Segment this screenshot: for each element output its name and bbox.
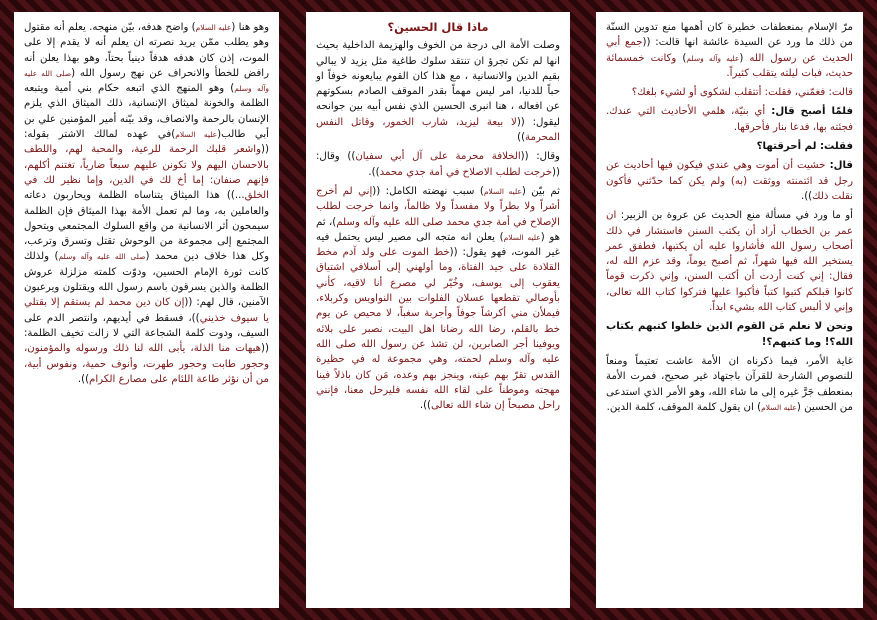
section-title: ماذا قال الحسين؟ <box>387 20 489 34</box>
paragraph-question-2: فقلت: لم أحرقتها؟ <box>756 141 853 153</box>
paragraph-aisha: مرّ الإسلام بمنعطفات خطيرة كان أهمها منع تدوين السنّة من ذلك ما ورد عن السيدة عائشة انها قالت: ((جمع أبي الحديث عن رسول الله (عليه وآله وسلم) وكانت خمسمائة حديث، فبات ليلته يتقلب كثيراً. <box>606 22 853 79</box>
paragraph-fear: وصلت الأمة الى درجة من الخوف والهزيمة الداخلية بحيث انها لم تكن تجرؤ ان تنتقد سلوك طاغية مثل يزيد لا يبالي بقيم الدين والانسانية ، مع هذا كان القوم يبايعونه خوفاً او حباً للدنيا، امر ليس مهماً بقدر الموقف الصادم بسكوتهم عن افعاله ، هنا انبرى الحسين الذي نفس أبيه بين جوانحه ليقول: ((لا بيعة ليزيد، شارب الخمور، وقاتل النفس المحرمة)) <box>316 40 560 144</box>
paragraph-urwa: أو ما ورد في مسألة منع الحديث عن عروة بن الزبير: ان عمر بن الخطاب أراد أن يكتب السنن فاستشار في ذلك أصحاب رسول الله فأشاروا عليه أن يكتبها، فطفق عمر يستخير الله فيها شهراً، ثم أصبح يوماً، وقد عزم الله له، فقال: إني كنت أردت أن أكتب السنن، وإني ذكرت قوماً كانوا قبلكم كتبوا كتباً فأكبوا عليها فتركوا كتاب الله تعالى، وإني لا ألبس كتاب الله بشيء ابداً. <box>606 210 853 314</box>
paragraph-caliphate: وقال: ((الخلافة محرمة على آل أبي سفيان)) وقال: ((خرجت لطلب الاصلاح في أمة جدي محمد)). <box>316 151 560 178</box>
paragraph-answer: قال: خشيت أن أموت وهي عندي فيكون فيها أحاديث عن رجل قد ائتمنته ووثقت (به) ولم يكن كما حدّثني فأكون نقلت ذلك)). <box>606 160 853 202</box>
paragraph-question-1: قالت: فغمّني، فقلت: أتتقلب لشكوى أو لشيء بلغك؟ <box>631 87 853 99</box>
paragraph-goal: وهو هنا (عليه السلام) واضح هدفه، بيّن منهجه. يعلم أنه مقتول وهو يطلب ممّن يريد نصرته ان يعلم أنه لا يقدم إلا على الموت، إذن كان هدفه هدفاً دينياً بحتاً، وهو بهذا يعلن أنه رافض للخطأ والانحراف عن نهج رسول الله (صلى الله عليه وآله وسلم) وهو المنهج الذي اتبعه حكام بني أمية ويتبعه الظلمة والخونة لميثاق الإنسانية، ذلك الميثاق الذي يلزم الإنسان بالرحمة والانصاف، وقد بيّنه أمير المؤمنين علي بن أبي طالب(عليه السلام)في عهده لمالك الاشتر بقوله: ((واشعر قلبك الرحمة للرعية، والمحبة لهم، واللطف بالاحسان اليهم ولا تكونن عليهم سبعاً ضارياً، تغتنم أكلهم، فإنهم صنفان: إما أخ لك في الدين، وإما نظير لك في الخلق...)) هذا الميثاق يتناساه الظلمة ويحاربون دعاته والعاملين به، وما لم تعمل الأمة بهذا الميثاق فإن الظلمة سيمحون أثر الانسانية من واقع السلوك المجتمعي ويتحول المجتمع إلى مجموعة من الوحوش تقتل وتسرق وترعب، وكل هذا خلاف دين محمد (صلى الله عليه وآله وسلم) ولذلك كانت ثورة الإمام الحسين، ودوّت كلمته مزلزلة عروش الظلمة والذين يسرقون باسم رسول الله ويقتلون ويرعبون الآمنين، قال لهم: ((إن كان دين محمد لم يستقم إلا بقتلي يا سيوف خذيني))، فسقط في أيديهم، وانتصر الدم على السيف، ودوت كلمة الشجاعة التي لا زالت تخيف الظلمة: ((هيهات منا الذلة، يأبى الله لنا ذلك ورسوله والمؤمنون، وحجور طابت وحجور طهرت، وأنوف حمية، ونفوس أبية، من أن نؤثر طاعة اللئام على مصارع الكرام)). <box>24 22 270 385</box>
paragraph-conclusion: غاية الأمر، فيما ذكرناه ان الأمة عاشت تعتيماً ومنعاً للنصوص الشارحة للقرآن باجتهاد غير صحيح، فمرت الأمة بمنعطف جَرَّ غيره إلى ما شاء الله، وهو الأمر الذي استدعى من الحسين (عليه السلام) ان يقول كلمة الموقف، كلمة الدين. <box>606 355 853 413</box>
text-column-middle <box>306 12 570 608</box>
text-column-right <box>596 12 863 608</box>
paragraph-uprising: ثم بيّن (عليه السلام) سبب نهضته الكامل: ((إني لم أخرج أشراً ولا بطراً ولا مفسداً ولا ظالماً، وانما خرجت لطلب الإصلاح في أمة جدي محمد صلى الله عليه وآله وسلم)، ثم هو (عليه السلام) يعلن انه متجه الى مصير ليس يحتمل فيه غير الموت، فهو يقول: ((خط الموت على ولد آدم مخط القلادة على جيد الفتاة، وما أولهني إلى أسلافي اشتياق يعقوب إلى يوسف، وخُيّر لي مصرع أنا لاقيه، كأني بأوصالي تقطعها عسلان الفلوات بين النواويس وكربلاء، فيملأن مني أكرشاً جوفاً وأجربة سغباً، لا محيص عن يوم خط بالقلم، رضا الله رضانا اهل البيت، نصبر على بلائه ويوفينا أجر الصابرين، لن تشذ عن رسول الله صلى الله عليه وآله وسلم لحمته، وهي مجموعة له في حظيرة القدس تقرّ بهم عينه، وينجز بهم وعده، مَن كان باذلاً فينا مهجته وموطناً على لقاء الله نفسه فليرحل معنا، فإنني راحل مصبحاً إن شاء الله تعالى)). <box>316 185 561 412</box>
paragraph-people: ونحن لا نعلم مَن القوم الذين خلطوا كتبهم بكتاب الله؟! وما كتبهم؟! <box>606 321 853 348</box>
text-column-left <box>14 12 279 608</box>
paragraph-morning: فلمّا أصبح قال: أي بنيّة، هلمي الأحاديث التي عندك. فجئته بها، فدعا بنار فأحرقها. <box>606 106 853 133</box>
